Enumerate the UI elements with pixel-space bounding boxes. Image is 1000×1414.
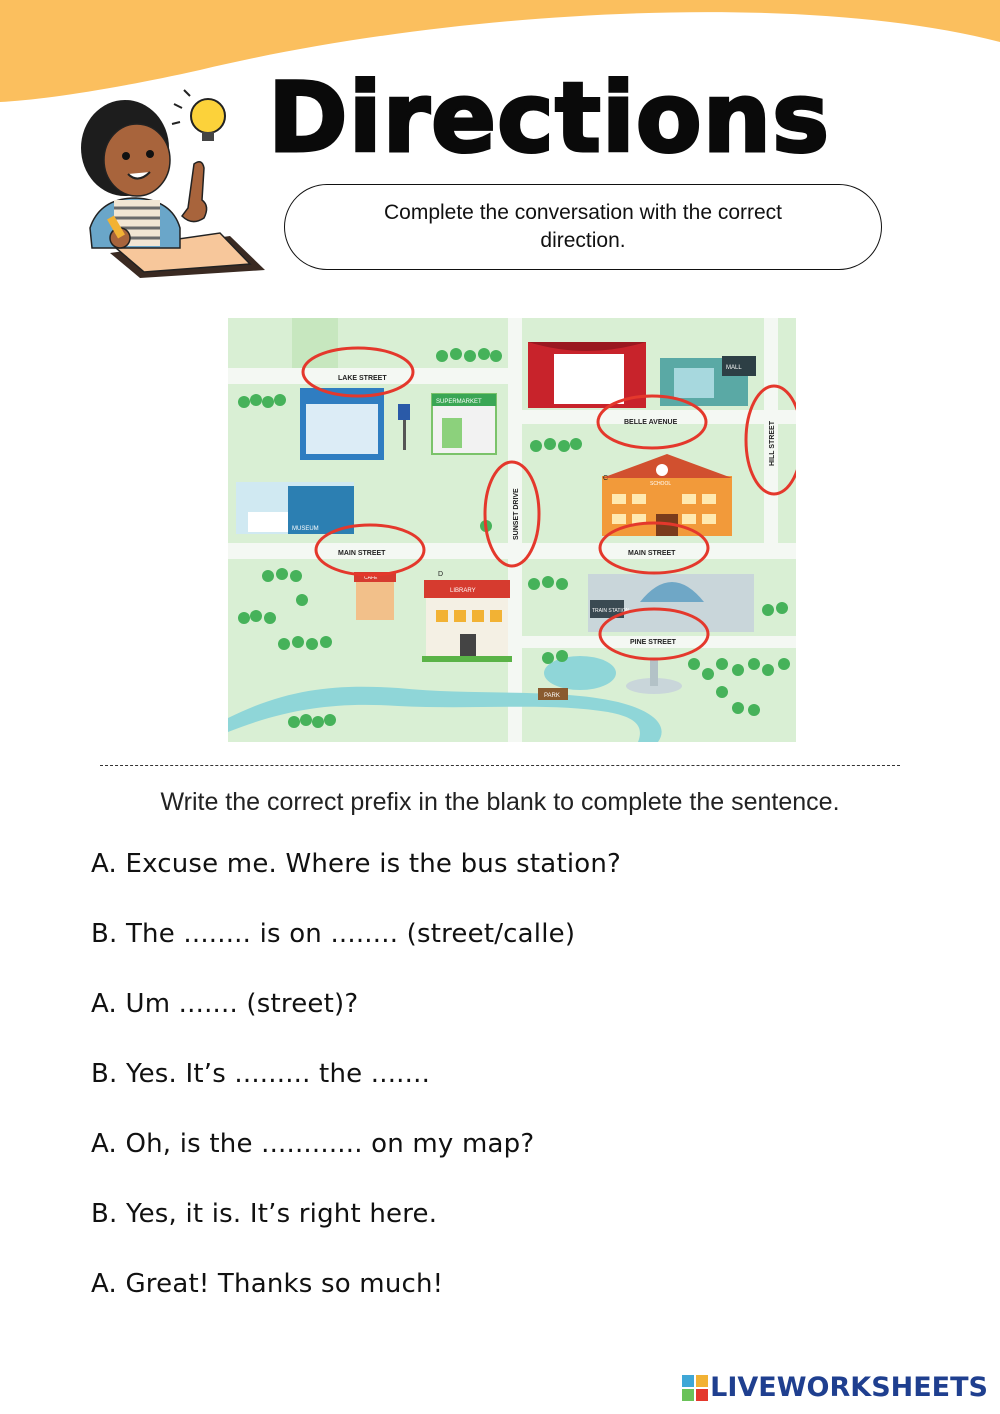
light-bulb-icon	[172, 90, 225, 141]
place-label-cafe: CAFE	[364, 575, 378, 581]
dialog-line: A. Great! Thanks so much!	[91, 1269, 444, 1299]
student-illustration	[70, 88, 270, 278]
place-label-museum: MUSEUM	[292, 526, 319, 532]
place-label-train-station: TRAIN STATION	[592, 608, 630, 614]
street-label-main-east: MAIN STREET	[628, 550, 676, 557]
train-station-building	[588, 574, 754, 632]
dialog-line: A. Excuse me. Where is the bus station?	[91, 849, 622, 879]
street-label-hill: HILL STREET	[769, 421, 776, 466]
brand-text: LIVEWORKSHEETS	[710, 1372, 988, 1403]
dialog-line: B. Yes, it is. It’s right here.	[91, 1199, 438, 1229]
street-label-belle: BELLE AVENUE	[624, 419, 678, 426]
map-letter-d: D	[438, 571, 444, 578]
dialog-line: A. Um ....... (street)?	[91, 989, 359, 1019]
section-divider	[100, 765, 900, 766]
city-map	[228, 318, 796, 742]
dialog-line: B. The ........ is on ........ (street/calle)	[91, 919, 576, 949]
dialog-line: A. Oh, is the ............ on my map?	[91, 1129, 535, 1159]
street-label-pine: PINE STREET	[630, 639, 676, 646]
street-label-main-west: MAIN STREET	[338, 550, 386, 557]
place-label-school: SCHOOL	[650, 481, 672, 487]
liveworksheets-brand[interactable]	[682, 1372, 988, 1403]
place-label-mall: MALL	[726, 365, 742, 371]
place-label-supermarket: SUPERMARKET	[436, 399, 482, 405]
liveworksheets-logo-icon	[682, 1375, 708, 1401]
page-title: Directions	[268, 62, 831, 174]
street-label-sunset: SUNSET DRIVE	[513, 488, 520, 540]
place-label-park: PARK	[544, 693, 560, 699]
place-label-library: LIBRARY	[450, 588, 476, 594]
exercise-prompt: Write the correct prefix in the blank to complete the sentence.	[160, 788, 840, 816]
map-letter-c: C	[603, 475, 609, 482]
dialog-line: B. Yes. It’s ......... the .......	[91, 1059, 431, 1089]
instruction-text: Complete the conversation with the correct direction.	[383, 201, 783, 252]
instruction-box	[284, 184, 882, 270]
street-label-lake: LAKE STREET	[338, 375, 387, 382]
conversation-list	[91, 844, 621, 1334]
